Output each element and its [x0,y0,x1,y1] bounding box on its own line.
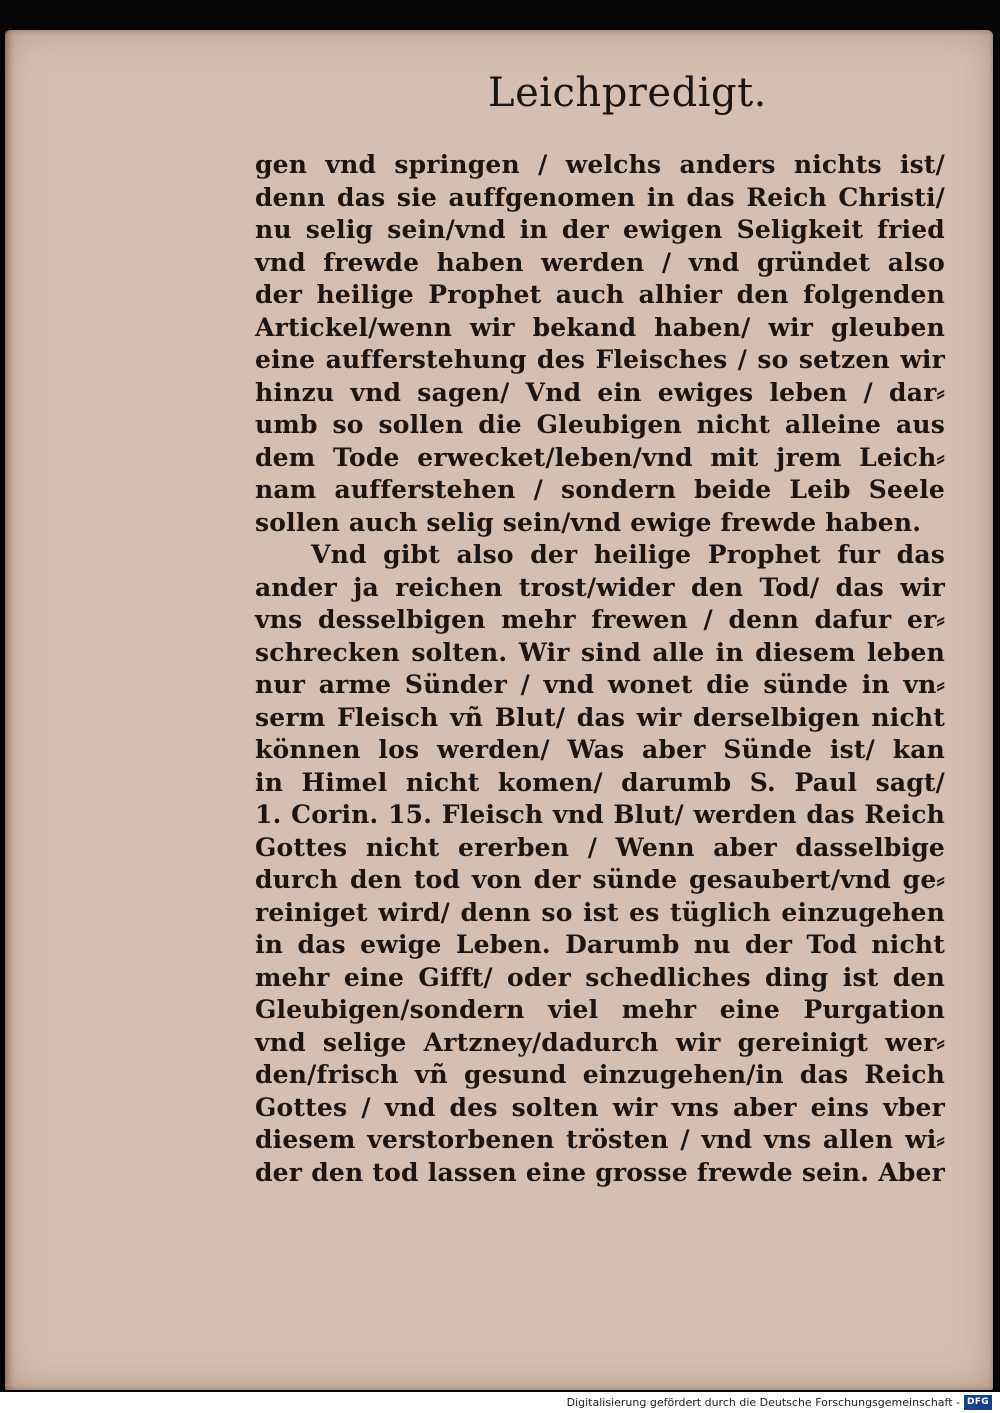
text-line-paragraph-start: Vnd gibt also der heilige Prophet fur das [311,540,945,569]
text-line: Artickel/wenn wir bekand haben/ wir gleuben [255,312,945,342]
page-edge-shadow [5,30,15,1390]
text-line: mehr eine Gifft/ oder schedliches ding ist den [255,962,945,992]
text-line: umb so sollen die Gleubigen nicht alleine aus [255,410,945,439]
running-head: Leichpredigt. [488,70,767,116]
text-line: reiniget wird/ denn so ist es tüglich einzugehen [255,897,945,927]
text-line: vns desselbigen mehr frewen / denn dafur er⸗ [255,605,945,634]
text-line-paragraph-end: sollen auch selig sein/vnd ewige frewde haben. [255,507,922,537]
text-line: gen vnd springen / welchs anders nichts ist/ [255,150,945,179]
text-line: nam aufferstehen / sondern beide Leib Seele [255,475,945,504]
funding-credit: Digitalisierung gefördert durch die Deutsche Forschungsgemeinschaft - [566,1396,960,1409]
dfg-logo-icon[interactable]: DFG [964,1395,992,1410]
text-line: 1. Corin. 15. Fleisch vnd Blut/ werden das Reich [255,800,945,829]
page-body-text [255,149,945,1189]
text-line: der den tod lassen eine grosse frewde sein. Aber [255,1157,945,1187]
text-line: durch den tod von der sünde gesaubert/vnd ge⸗ [255,865,945,894]
text-line: in das ewige Leben. Darumb nu der Tod nicht [255,930,945,959]
text-line: vnd frewde haben werden / vnd gründet also [255,247,945,277]
text-line: hinzu vnd sagen/ Vnd ein ewiges leben / dar⸗ [255,377,945,407]
text-line: ander ja reichen trost/wider den Tod/ das wir [255,572,945,602]
text-line: in Himel nicht komen/ darumb S. Paul sagt/ [255,767,945,797]
text-line: können los werden/ Was aber Sünde ist/ kan [255,735,945,764]
text-line: nur arme Sünder / vnd wonet die sünde in vn⸗ [255,670,945,699]
text-line: den/frisch vñ gesund einzugehen/in das Reich [255,1060,945,1089]
text-line: diesem verstorbenen trösten / vnd vns allen wi⸗ [255,1125,945,1154]
text-line: der heilige Prophet auch alhier den folgenden [255,280,945,309]
footer-bar [0,1392,1000,1413]
text-line: eine aufferstehung des Fleisches / so setzen wir [255,345,945,374]
text-line: schrecken solten. Wir sind alle in diesem leben [255,637,945,667]
text-line: nu selig sein/vnd in der ewigen Seligkeit fried [255,215,945,244]
text-line: Gottes / vnd des solten wir vns aber eins vber [255,1092,945,1122]
text-line: denn das sie auffgenomen in das Reich Christi/ [255,182,945,212]
text-line: dem Tode erwecket/leben/vnd mit jrem Leich⸗ [255,442,945,472]
text-line: Gleubigen/sondern viel mehr eine Purgation [255,995,945,1024]
text-line: Gottes nicht ererben / Wenn aber dasselbige [255,832,945,862]
text-line: serm Fleisch vñ Blut/ das wir derselbigen nicht [255,702,945,732]
text-line: vnd selige Artzney/dadurch wir gereinigt wer⸗ [255,1027,945,1057]
